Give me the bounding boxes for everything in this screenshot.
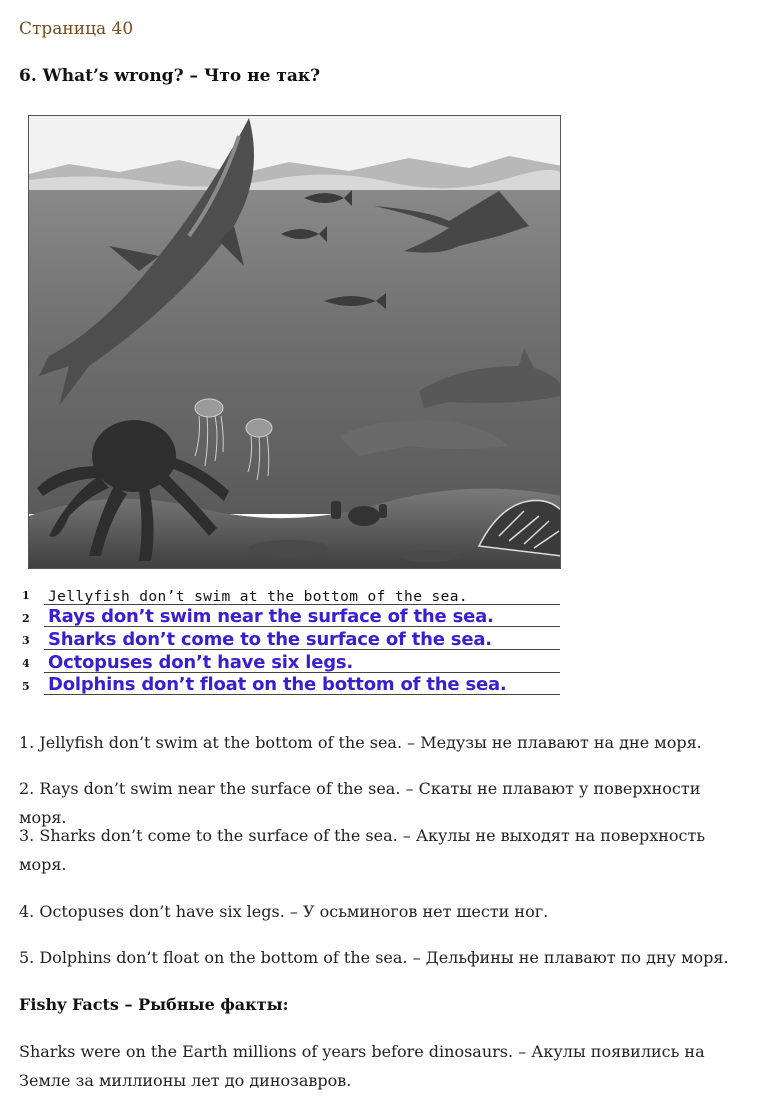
answer-text: Octopuses don’t have six legs. [48,651,354,673]
answer-number: 5 [22,679,30,693]
answer-text: Jellyfish don’t swim at the bottom of the sea. [48,588,468,605]
answer-number: 3 [22,634,30,648]
fishy-facts-text: Sharks were on the Earth millions of years before dinosaurs. – Акулы появились на Земле за миллионы лет до динозавров. [19,1042,705,1090]
translation-1: 1. Jellyfish don’t swim at the bottom of the sea. – Медузы не плавают на дне моря. [19,733,702,752]
answer-text: Sharks don’t come to the surface of the sea. [48,629,492,651]
sea-illustration [28,115,561,569]
translation-4: 4. Octopuses don’t have six legs. – У осьминогов нет шести ног. [19,902,549,921]
answer-line [22,674,560,697]
translation-3: 3. Sharks don’t come to the surface of the sea. – Акулы не выходят на поверхность моря. [19,826,706,874]
translation-5: 5. Dolphins don’t float on the bottom of the sea. – Дельфины не плавают по дну моря. [19,948,729,967]
page-label: Страница 40 [19,19,134,39]
answer-number: 2 [22,611,30,625]
answer-text: Dolphins don’t float on the bottom of the sea. [48,674,507,696]
answer-number: 1 [22,589,30,602]
fishy-facts-heading: Fishy Facts – Рыбные факты: [19,995,289,1014]
answer-line [22,583,560,606]
answer-line [22,606,560,629]
answer-number: 4 [22,657,30,671]
exercise-title: 6. What’s wrong? – Что не так? [19,66,321,86]
translation-2: 2. Rays don’t swim near the surface of the sea. – Скаты не плавают у поверхности моря. [19,779,701,827]
answer-line [22,628,560,651]
answer-text: Rays don’t swim near the surface of the sea. [48,606,494,628]
answer-lines [22,583,560,696]
answer-line [22,651,560,674]
